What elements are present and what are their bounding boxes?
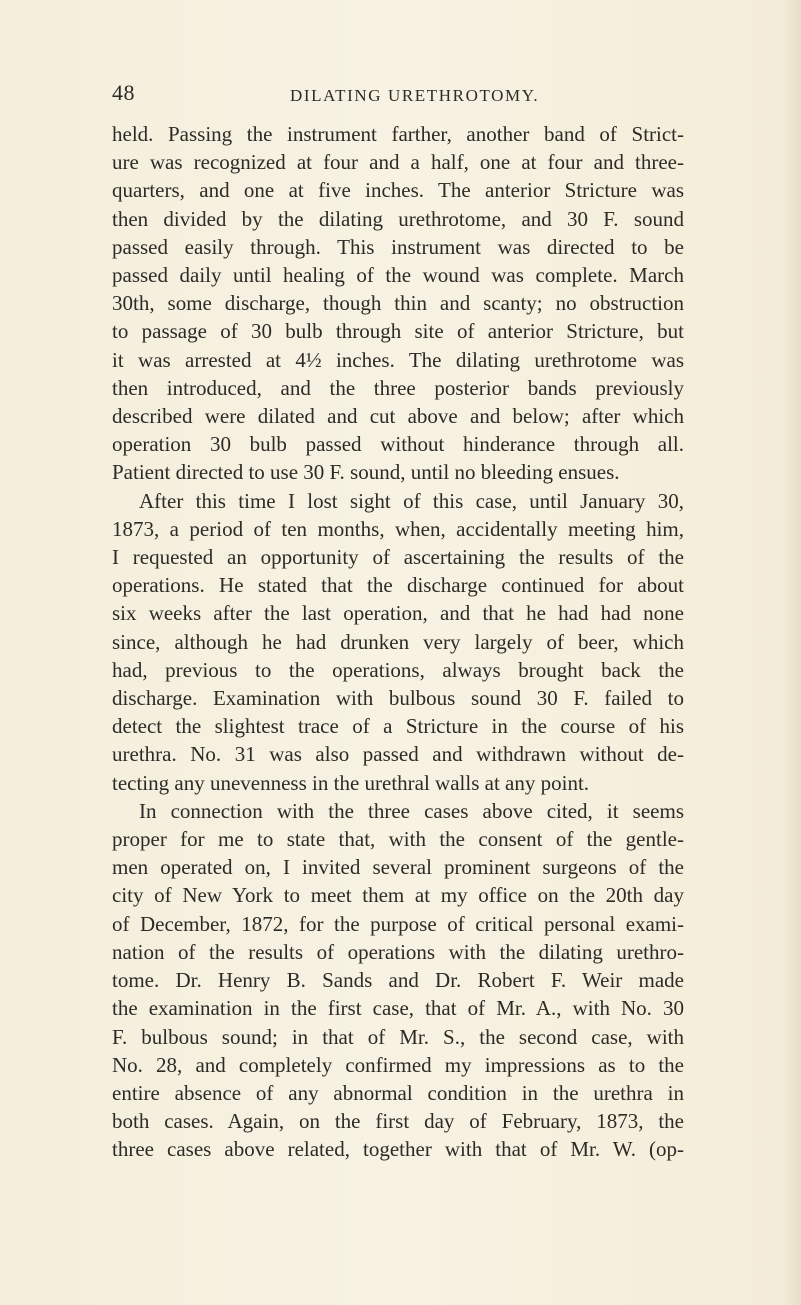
text-line: operations. He stated that the discharge continued for about [112,573,684,598]
text-line: to passage of 30 bulb through site of anterior Stricture, but [112,319,684,344]
text-line: then divided by the dilating urethrotome, and 30 F. sound [112,206,684,231]
text-line: since, although he had drunken very largely of beer, which [112,629,684,654]
text-line: six weeks after the last operation, and that he had had none [112,601,684,626]
text-line: operation 30 bulb passed without hinderance through all. [112,432,684,457]
text-line: No. 28, and completely confirmed my impressions as to the [112,1052,684,1077]
text-line: urethra. No. 31 was also passed and withdrawn without de- [112,742,684,767]
text-line: described were dilated and cut above and below; after which [112,404,684,429]
running-title: DILATING URETHROTOMY. [290,86,540,105]
text-line: After this time I lost sight of this case, until January 30, [139,488,684,513]
text-line: In connection with the three cases above cited, it seems [139,798,684,823]
text-line: both cases. Again, on the first day of February, 1873, the [112,1109,684,1134]
text-line: ure was recognized at four and a half, one at four and three- [112,150,684,175]
text-line: F. bulbous sound; in that of Mr. S., the second case, with [112,1024,684,1049]
text-line: nation of the results of operations with the dilating urethro- [112,939,684,964]
text-line: entire absence of any abnormal condition in the urethra in [112,1080,684,1105]
text-line: passed daily until healing of the wound was complete. March [112,263,684,288]
page-number: 48 [112,80,135,105]
text-line: held. Passing the instrument farther, another band of Strict- [112,122,684,146]
text-line: had, previous to the operations, always brought back the [112,657,684,682]
text-line: tome. Dr. Henry B. Sands and Dr. Robert F. Weir made [112,968,684,993]
body-text [112,120,684,1164]
text-line: of December, 1872, for the purpose of critical personal exami- [112,911,684,936]
running-head [112,80,672,110]
text-line: I requested an opportunity of ascertaining the results of the [112,545,684,570]
text-line: passed easily through. This instrument was directed to be [112,234,684,259]
text-line: then introduced, and the three posterior bands previously [112,375,684,400]
text-line: 1873, a period of ten months, when, accidentally meeting him, [112,516,684,541]
text-line: three cases above related, together with that of Mr. W. (op- [112,1137,684,1162]
text-line: city of New York to meet them at my office on the 20th day [112,883,684,908]
text-line: it was arrested at 4½ inches. The dilating urethrotome was [112,347,684,372]
text-line: quarters, and one at five inches. The anterior Stricture was [112,178,684,203]
text-line: 30th, some discharge, though thin and scanty; no obstruction [112,291,684,316]
text-line: the examination in the first case, that of Mr. A., with No. 30 [112,996,684,1021]
text-line: discharge. Examination with bulbous sound 30 F. failed to [112,686,684,711]
page-edge-shadow [783,0,801,1305]
text-line: tecting any unevenness in the urethral walls at any point. [112,770,590,795]
text-line: proper for me to state that, with the consent of the gentle- [112,827,684,852]
text-line: men operated on, I invited several prominent surgeons of the [112,855,684,880]
text-line: detect the slightest trace of a Stricture in the course of his [112,714,684,739]
text-line: Patient directed to use 30 F. sound, until no bleeding ensues. [112,460,620,485]
